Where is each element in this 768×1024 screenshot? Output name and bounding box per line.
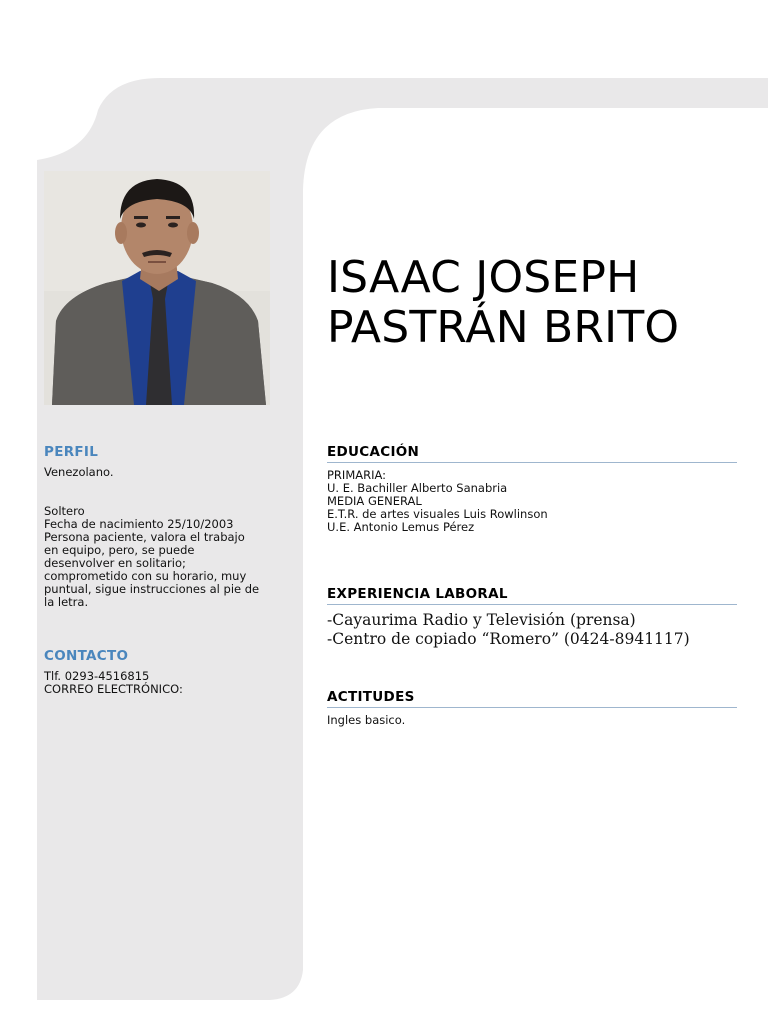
profile-line: comprometido con su horario, muy: [44, 569, 247, 583]
education-heading: EDUCACIÓN: [327, 444, 737, 463]
profile-photo: [44, 171, 270, 405]
profile-line: Venezolano.: [44, 465, 114, 479]
contact-text: [44, 670, 269, 696]
experience-text: [327, 611, 747, 648]
profile-line: en equipo, pero, se puede: [44, 543, 195, 557]
profile-line: Persona paciente, valora el trabajo: [44, 530, 245, 544]
contact-email-label: CORREO ELECTRÓNICO:: [44, 682, 183, 696]
contact-heading: CONTACTO: [44, 648, 129, 664]
contact-phone: Tlf. 0293-4516815: [44, 669, 150, 683]
education-line: E.T.R. de artes visuales Luis Rowlinson: [327, 507, 548, 521]
profile-line: Fecha de nacimiento 25/10/2003: [44, 517, 234, 531]
education-text: [327, 469, 737, 534]
profile-line: la letra.: [44, 595, 89, 609]
profile-text: [44, 466, 269, 609]
name-line-1: ISAAC JOSEPH: [327, 252, 640, 303]
experience-heading: EXPERIENCIA LABORAL: [327, 586, 737, 605]
name-line-2: PASTRÁN BRITO: [327, 302, 680, 353]
profile-line: [44, 479, 269, 492]
education-line: U. E. Bachiller Alberto Sanabria: [327, 481, 508, 495]
education-line: MEDIA GENERAL: [327, 494, 422, 508]
attitudes-text: Ingles basico.: [327, 713, 406, 727]
education-line: U.E. Antonio Lemus Pérez: [327, 520, 475, 534]
attitudes-heading: ACTITUDES: [327, 689, 737, 708]
profile-heading: PERFIL: [44, 444, 99, 460]
profile-line: Soltero: [44, 504, 85, 518]
profile-line: puntual, sigue instrucciones al pie de: [44, 582, 260, 596]
experience-line: -Cayaurima Radio y Televisión (prensa): [327, 611, 636, 629]
person-name: [327, 253, 679, 353]
profile-line: desenvolver en solitario;: [44, 556, 186, 570]
experience-line: -Centro de copiado “Romero” (0424-8941117): [327, 629, 690, 648]
education-line: PRIMARIA:: [327, 468, 387, 482]
